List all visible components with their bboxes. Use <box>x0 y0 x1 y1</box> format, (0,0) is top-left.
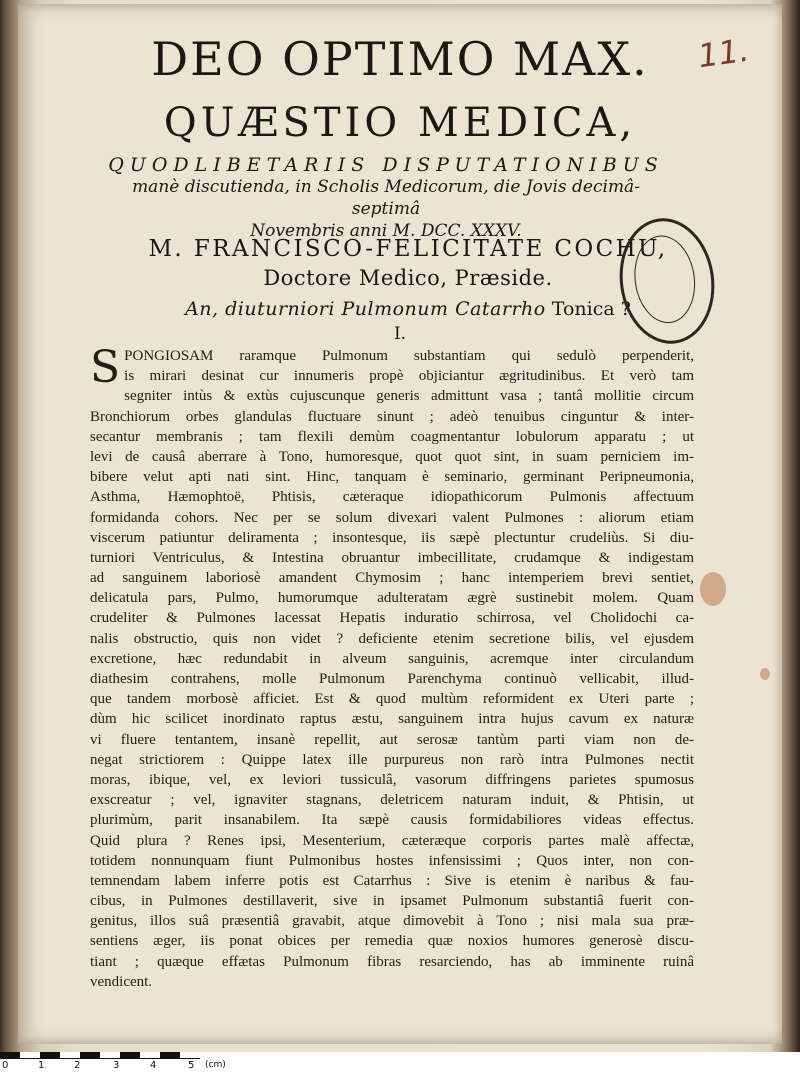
manuscript-number: 11. <box>695 30 752 76</box>
text-line: exscreatur ; vel, ignaviter stagnans, deletricem naturam induit, & Phtisin, ut <box>90 792 694 809</box>
ruler-label: 3 <box>113 1060 120 1071</box>
text-line: turniori Ventriculus, & Intestina obruantur imbecillitate, crudamque & indigestam <box>90 549 694 566</box>
ruler-label: 0 <box>2 1060 9 1071</box>
text-line: tiant ; quæque effætas Pulmonum fibras resarciendo, has ab imminente ruinâ <box>90 953 694 970</box>
text-line: temnendam labem inferre potis est Catarrhus : Sive is etenim è naribus & fau- <box>90 872 694 889</box>
ruler-unit: (cm) <box>205 1060 226 1070</box>
section-numeral: I. <box>393 324 407 344</box>
subtitle-line: manè discutienda, in Scholis Medicorum, die Jovis decimâ-septimâ <box>132 177 640 219</box>
text-line: Bronchiorum orbes glandulas fluctuare sinunt ; adeò tenuibus cinguntur & inter- <box>90 408 694 425</box>
page-title: DEO OPTIMO MAX. <box>151 32 649 86</box>
subtitle-line: Novembris anni M. DCC. XXXV. <box>250 221 522 241</box>
text-line: moras, ibique, vel, ex leviori tussiculâ, vasorum diffringens parietes spumosus <box>90 771 694 788</box>
text-line: secantur membranis ; tam flexili demùm coagmentantur lobulorum apparatu ; ut <box>90 428 694 445</box>
text-line: crudeliter & Pulmones lacessat Hepatis induratio schirrosa, vel Cholidochi ca- <box>90 610 694 627</box>
text-line: sentiens æger, iis ponat obices per remedia quæ noxios humores generosè discu- <box>90 933 694 950</box>
ruler-label: 2 <box>74 1060 81 1071</box>
text-line: plurimùm, parit insanabilem. Ita sæpè causis formidabiliores videas effectus. <box>90 812 694 829</box>
dropcap-letter: S <box>90 342 121 393</box>
text-line: formidanda cohors. Nec per se solum divexari valent Pulmones : aliorum etiam <box>90 509 694 526</box>
text-line: dùm hic scilicet inordinato raptus æstu, sanguinem intra hujus cavum ex naturæ <box>90 711 694 728</box>
text-line: is mirari desinat cur innumeris propè objiciantur ægritudinibus. Et verò tam <box>124 368 694 385</box>
text-line: cibus, in Pulmones destillaverit, sive in ipsamet Pulmonum substantiâ fuerit con- <box>90 893 694 910</box>
scale-ruler <box>0 1052 800 1080</box>
subtitle-line: QUODLIBETARIIS DISPUTATIONIBUS <box>108 154 664 176</box>
text-line: que tandem morbosè afficiet. Est & quod multùm reformident ex Uteri parte ; <box>90 691 694 708</box>
text-line: vi fluere tentantem, insanè repellit, aut serosæ tantùm parti viam non de- <box>90 731 694 748</box>
text-line: vendicent. <box>90 973 153 990</box>
page-subtitle: QUÆSTIO MEDICA, <box>163 100 637 146</box>
text-line: diathesim contrahens, molle Pulmonum Parenchyma continuò vellicabit, illud- <box>90 671 694 687</box>
text-line: PONGIOSAM raramque Pulmonum substantiam qui sedulò perpenderit, <box>124 348 694 364</box>
text-line: delicatula pars, Pulmo, humorumque adulteratam ægrè sustinebit molem. Quam <box>90 590 694 607</box>
presider-role: Doctore Medico, Præside. <box>263 266 553 290</box>
question-italic: An, diuturniori Pulmonum Catarrho <box>185 298 546 320</box>
foxing-spot <box>700 572 726 606</box>
ruler-bar <box>0 1052 200 1059</box>
text-line: genitus, illos suâ præsentiâ gravabit, atque dimovebit à Tono ; nisi mala sua præ- <box>90 913 694 930</box>
text-line: bibere velut apti nati sint. Hinc, tanquam è seminario, germinant Peripneumonia, <box>90 469 694 486</box>
text-line: viscerum patiuntur deliramenta ; insontesque, iis sæpè plectuntur crudeliùs. Si diu- <box>90 529 694 546</box>
question-roman: Tonica ? <box>551 298 631 320</box>
document-page <box>18 4 782 1044</box>
ruler-label: 1 <box>38 1060 45 1071</box>
body-text <box>90 342 694 992</box>
text-line: segniter intùs & extùs cujuscunque generis admittunt vasa ; tantâ mollitie circum <box>124 388 694 405</box>
disputation-details <box>106 154 666 242</box>
foxing-spot <box>760 668 770 680</box>
ruler-label: 4 <box>150 1060 157 1071</box>
text-line: ad sanguinem laboriosè amandent Chymosim ; hanc intemperiem brevi sentiet, <box>90 570 694 587</box>
text-line: excretione, hæc redundabit in alveum sanguinis, acremque inter circulandum <box>90 650 694 667</box>
text-line: Quid plura ? Renes ipsi, Mesenterium, cæteræque corporis partes malè affectæ, <box>90 832 694 849</box>
text-line: nalis obstructio, quis non videt ? deficiente etenim secretione bilis, vel ejusdem <box>90 630 694 647</box>
text-line: Asthma, Hæmophtoë, Phtisis, cæteraque idiopathicorum Pulmonis affectuum <box>90 489 694 506</box>
presider-name: M. FRANCISCO-FELICITATE COCHU, <box>148 236 668 262</box>
ruler-label: 5 <box>188 1060 195 1071</box>
text-line: negat strictiorem : Quippe latex ille purpureus non rarò intra Pulmones nectit <box>90 751 694 768</box>
text-line: levi de causâ aberrare à Tono, humoresque, quot quot sint, in suam perniciem im- <box>90 448 694 465</box>
stamp-inner-ring <box>629 232 701 327</box>
text-line: totidem nonnunquam fiunt Pulmonibus hostes infensissimi ; Quos inter, non con- <box>90 852 694 869</box>
